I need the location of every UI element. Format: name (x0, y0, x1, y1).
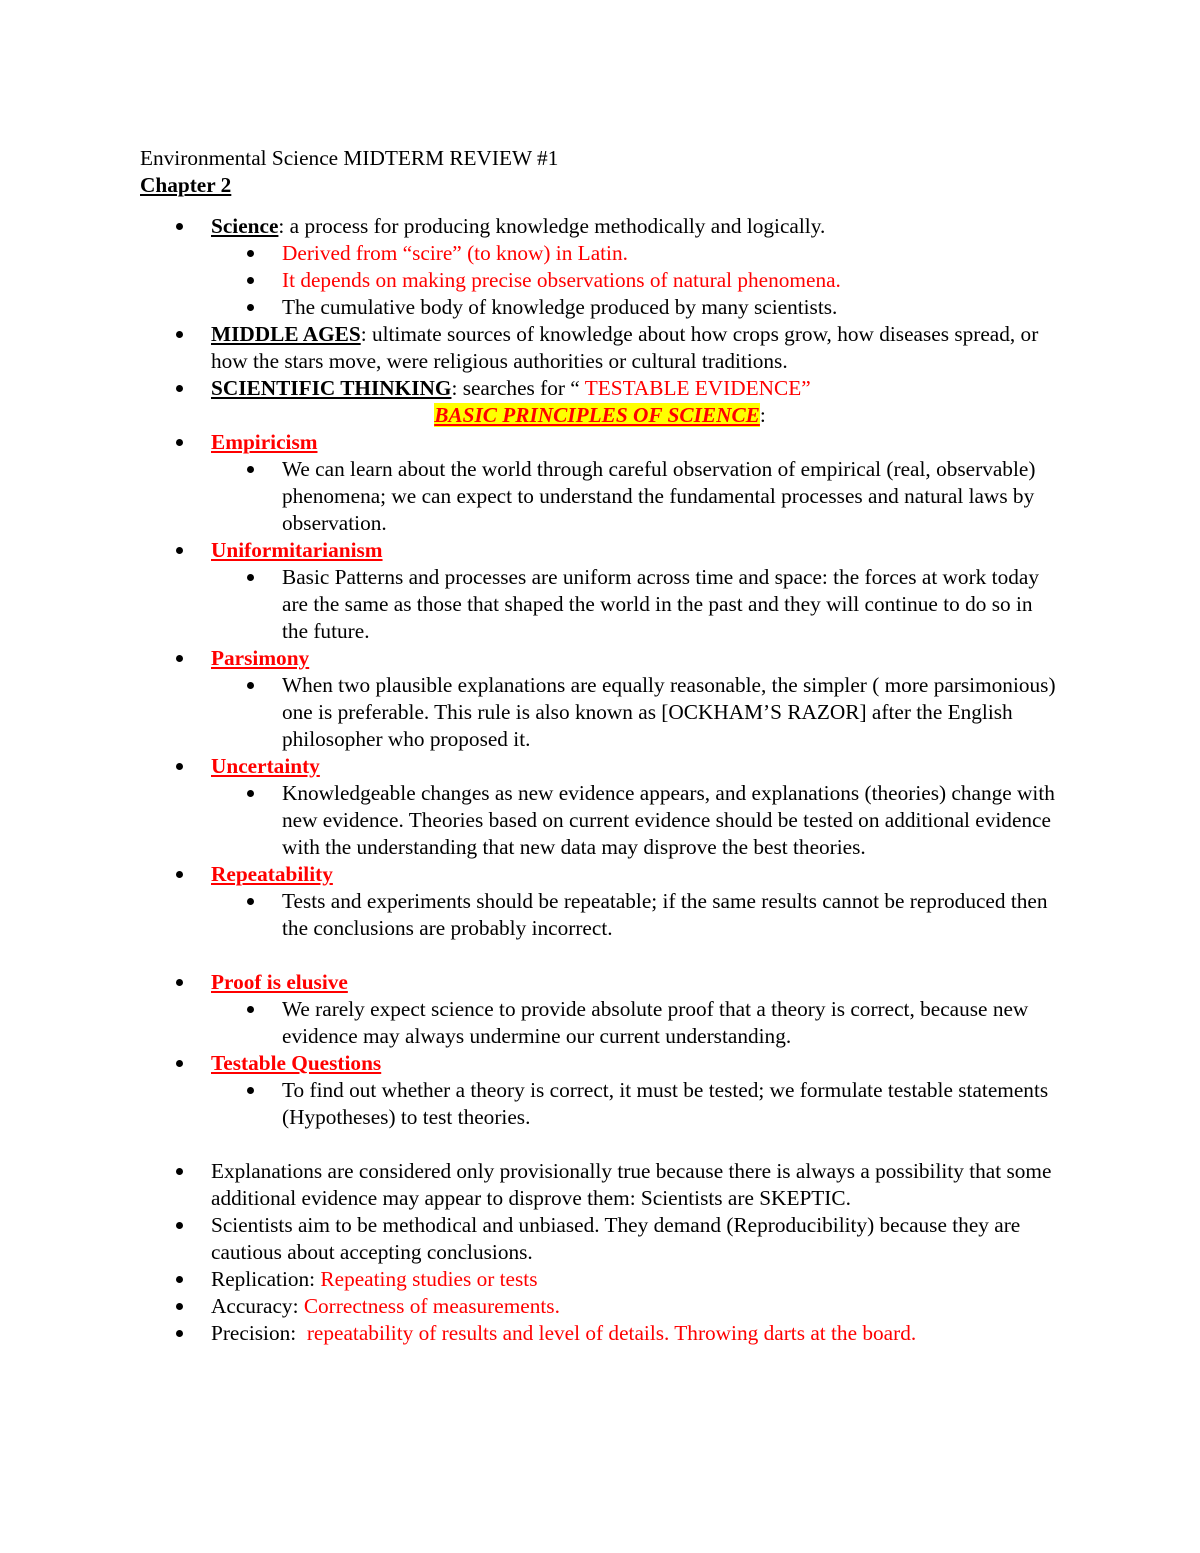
bullet-icon (247, 466, 254, 473)
proof-text: We rarely expect science to provide absolute proof that a theory is correct, because new evidence may always undermine our current understanding. (282, 997, 1029, 1048)
bullet-icon (176, 1222, 183, 1229)
testable-text: To find out whether a theory is correct, it must be tested; we formulate testable statements (Hypotheses) to test theories. (282, 1078, 1049, 1129)
bullet-icon (176, 1060, 183, 1067)
bullet-icon (247, 790, 254, 797)
bullet-icon (176, 655, 183, 662)
principles-heading-text: BASIC PRINCIPLES OF SCIENCE (434, 403, 760, 427)
list-item-methodical (140, 1212, 1060, 1266)
bullet-icon (176, 223, 183, 230)
list-item-replication (140, 1266, 1060, 1293)
science-sub-observations: It depends on making precise observations of natural phenomena. (282, 268, 841, 292)
methodical-text: Scientists aim to be methodical and unbiased. They demand (Reproducibility) because they are cautious about accepting conclusions. (211, 1213, 1021, 1264)
principle-name: Testable Questions (211, 1051, 382, 1075)
term-middle-ages: MIDDLE AGES (211, 322, 361, 346)
principle-empiricism (140, 429, 1060, 456)
principles-list (140, 429, 1060, 942)
term-science: Science (211, 214, 279, 238)
bullet-icon (176, 331, 183, 338)
list-item-sub (140, 240, 1060, 267)
bullet-icon (247, 277, 254, 284)
precision-label: Precision: (211, 1321, 307, 1345)
principle-testable-questions (140, 1050, 1060, 1077)
bullet-icon (247, 1087, 254, 1094)
bullet-icon (176, 1168, 183, 1175)
replication-label: Replication: (211, 1267, 321, 1291)
science-definition: : a process for producing knowledge methodically and logically. (278, 214, 826, 238)
document-title: Environmental Science MIDTERM REVIEW #1 (140, 146, 559, 170)
explanations-text: Explanations are considered only provisionally true because there is always a possibility that some additional evidence may appear to disprove them: Scientists are SKEPTIC. (211, 1159, 1052, 1210)
bullet-icon (176, 547, 183, 554)
bullet-icon (247, 1006, 254, 1013)
principles-heading-colon: : (759, 403, 766, 427)
principle-uniformitarianism (140, 537, 1060, 564)
bullet-icon (176, 439, 183, 446)
bullet-icon (176, 871, 183, 878)
bullet-icon (247, 574, 254, 581)
repeatability-text: Tests and experiments should be repeatable; if the same results cannot be reproduced then the conclusions are probably incorrect. (282, 889, 1048, 940)
testable-evidence-text: TESTABLE EVIDENCE” (579, 376, 811, 400)
bullet-icon (176, 979, 183, 986)
science-sub-cumulative: The cumulative body of knowledge produced by many scientists. (282, 295, 838, 319)
document-page (140, 145, 1060, 1347)
list-item-middle-ages (140, 321, 1060, 375)
principle-parsimony (140, 645, 1060, 672)
empiricism-text: We can learn about the world through careful observation of empirical (real, observable) phenomena; we can expect to understand the fundamental processes and natural laws by observation. (282, 457, 1036, 535)
principle-description (140, 888, 1060, 942)
principle-description (140, 1077, 1060, 1131)
spacer (140, 942, 1060, 969)
science-sub-latin: Derived from “scire” (to know) in Latin. (282, 241, 628, 265)
closing-list (140, 1158, 1060, 1347)
principle-description (140, 780, 1060, 861)
middle-ages-definition: : ultimate sources of knowledge about how crops grow, how diseases spread, or how the stars move, were religious authorities or cultural traditions. (211, 322, 1039, 373)
term-scientific-thinking: SCIENTIFIC THINKING (211, 376, 452, 400)
parsimony-text: When two plausible explanations are equally reasonable, the simpler ( more parsimonious) one is preferable. This rule is also known as [OCKHAM’S RAZOR] after the English philosopher who proposed it. (282, 673, 1056, 751)
scientific-thinking-definition: : searches for “ (451, 376, 580, 400)
principle-name: Empiricism (211, 430, 318, 454)
accuracy-definition: Correctness of measurements. (303, 1294, 560, 1318)
uncertainty-text: Knowledgeable changes as new evidence appears, and explanations (theories) change with new evidence. Theories based on current evidence should be tested on additional evidence with the understanding that new data may disprove the best theories. (282, 781, 1055, 859)
list-item-precision (140, 1320, 1060, 1347)
main-list (140, 213, 1060, 402)
principle-name: Parsimony (211, 646, 310, 670)
list-item-science (140, 213, 1060, 240)
list-item-explanations (140, 1158, 1060, 1212)
principle-name: Repeatability (211, 862, 333, 886)
replication-definition: Repeating studies or tests (320, 1267, 538, 1291)
list-item-accuracy (140, 1293, 1060, 1320)
list-item-sub (140, 267, 1060, 294)
chapter-heading: Chapter 2 (140, 173, 232, 197)
bullet-icon (176, 1303, 183, 1310)
principle-uncertainty (140, 753, 1060, 780)
bullet-icon (247, 682, 254, 689)
principle-name: Uncertainty (211, 754, 320, 778)
principles-list-continued (140, 969, 1060, 1131)
principle-description (140, 996, 1060, 1050)
uniformitarianism-text: Basic Patterns and processes are uniform across time and space: the forces at work today are the same as those that shaped the world in the past and they will continue to do so in the future. (282, 565, 1039, 643)
bullet-icon (176, 763, 183, 770)
list-item-scientific-thinking (140, 375, 1060, 402)
bullet-icon (247, 898, 254, 905)
principle-name: Uniformitarianism (211, 538, 383, 562)
accuracy-label: Accuracy: (211, 1294, 304, 1318)
bullet-icon (176, 385, 183, 392)
spacer (140, 1131, 1060, 1158)
principle-description (140, 456, 1060, 537)
precision-definition: repeatability of results and level of details. Throwing darts at the board. (306, 1321, 917, 1345)
principle-description (140, 672, 1060, 753)
bullet-icon (176, 1330, 183, 1337)
principle-proof (140, 969, 1060, 996)
bullet-icon (247, 304, 254, 311)
bullet-icon (247, 250, 254, 257)
principles-heading (140, 402, 1060, 429)
list-item-sub (140, 294, 1060, 321)
bullet-icon (176, 1276, 183, 1283)
principle-repeatability (140, 861, 1060, 888)
principle-description (140, 564, 1060, 645)
principle-name: Proof is elusive (211, 970, 348, 994)
